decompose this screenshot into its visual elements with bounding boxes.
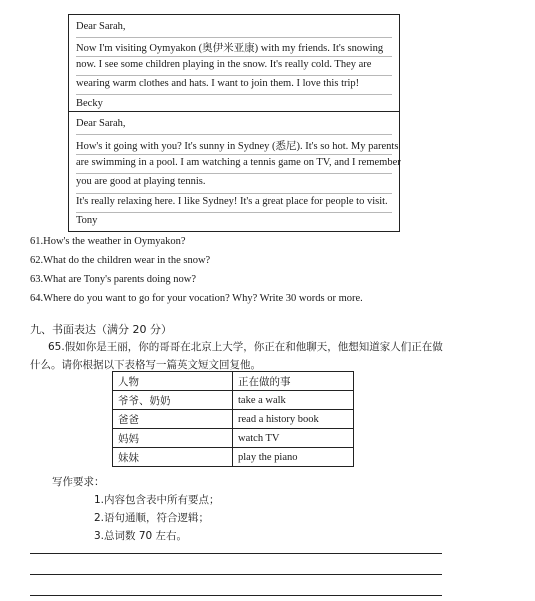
ruled-line xyxy=(76,56,392,57)
table-cell-activity: take a walk xyxy=(233,391,354,410)
table-cell-person: 爸爸 xyxy=(113,410,233,429)
table-row xyxy=(113,429,354,448)
letter2-greeting: Dear Sarah, xyxy=(76,118,126,129)
question-62: 62.What do the children wear in the snow? xyxy=(30,255,211,266)
ruled-line xyxy=(76,212,392,213)
table-cell-activity: read a history book xyxy=(233,410,354,429)
letter2-signature: Tony xyxy=(76,215,98,226)
requirement-item: 2.语句通顺，符合逻辑； xyxy=(94,512,210,524)
ruled-line xyxy=(76,75,392,76)
requirements-title: 写作要求： xyxy=(52,476,105,488)
letter2-line: It's really relaxing here. I like Sydney! It's a great place for people to visit. xyxy=(76,196,388,207)
writing-line xyxy=(30,595,442,596)
table-row xyxy=(113,410,354,429)
header-person: 人物 xyxy=(113,372,233,391)
letters-box xyxy=(68,14,400,232)
ruled-line xyxy=(76,193,392,194)
letter2-line: you are good at playing tennis. xyxy=(76,176,206,187)
requirement-item: 1.内容包含表中所有要点； xyxy=(94,494,220,506)
ruled-line xyxy=(76,94,392,95)
question-64: 64.Where do you want to go for your vocation? Why? Write 30 words or more. xyxy=(30,293,363,304)
letter1-line: now. I see some children playing in the snow. It's really cold. They are xyxy=(76,59,372,70)
letter2-line: are swimming in a pool. I am watching a tennis game on TV, and I remember xyxy=(76,157,401,168)
ruled-line xyxy=(76,37,392,38)
letter1-line: Now I'm visiting Oymyakon (奥伊米亚康) with my friends. It's snowing xyxy=(76,43,384,54)
writing-line xyxy=(30,574,442,575)
family-activity-table xyxy=(112,371,354,467)
letter2-line: How's it going with you? It's sunny in Sydney (悉尼). It's so hot. My parents xyxy=(76,141,399,152)
table-cell-person: 爷爷、奶奶 xyxy=(113,391,233,410)
table-cell-person: 妹妹 xyxy=(113,448,233,467)
question-61: 61.How's the weather in Oymyakon? xyxy=(30,236,186,247)
letter1-signature: Becky xyxy=(76,98,103,109)
letter1-line: wearing warm clothes and hats. I want to join them. I love this trip! xyxy=(76,78,360,89)
section-title: 九、书面表达（满分 20 分） xyxy=(30,323,172,336)
table-header-row xyxy=(113,372,354,391)
table-cell-activity: play the piano xyxy=(233,448,354,467)
table-cell-activity: watch TV xyxy=(233,429,354,448)
prompt-line-2: 什么。请你根据以下表格写一篇英文短文回复他。 xyxy=(30,359,261,371)
table-row xyxy=(113,391,354,410)
ruled-line xyxy=(76,154,392,155)
ruled-line xyxy=(76,173,392,174)
table-cell-person: 妈妈 xyxy=(113,429,233,448)
ruled-line xyxy=(76,134,392,135)
prompt-line-1: 65.假如你是王丽，你的哥哥在北京上大学，你正在和他聊天，他想知道家人们正在做 xyxy=(48,341,443,353)
letter1-greeting: Dear Sarah, xyxy=(76,21,126,32)
writing-line xyxy=(30,553,442,554)
header-activity: 正在做的事 xyxy=(233,372,354,391)
letter-divider xyxy=(69,111,399,112)
table-row xyxy=(113,448,354,467)
question-63: 63.What are Tony's parents doing now? xyxy=(30,274,197,285)
requirement-item: 3.总词数 70 左右。 xyxy=(94,530,188,542)
